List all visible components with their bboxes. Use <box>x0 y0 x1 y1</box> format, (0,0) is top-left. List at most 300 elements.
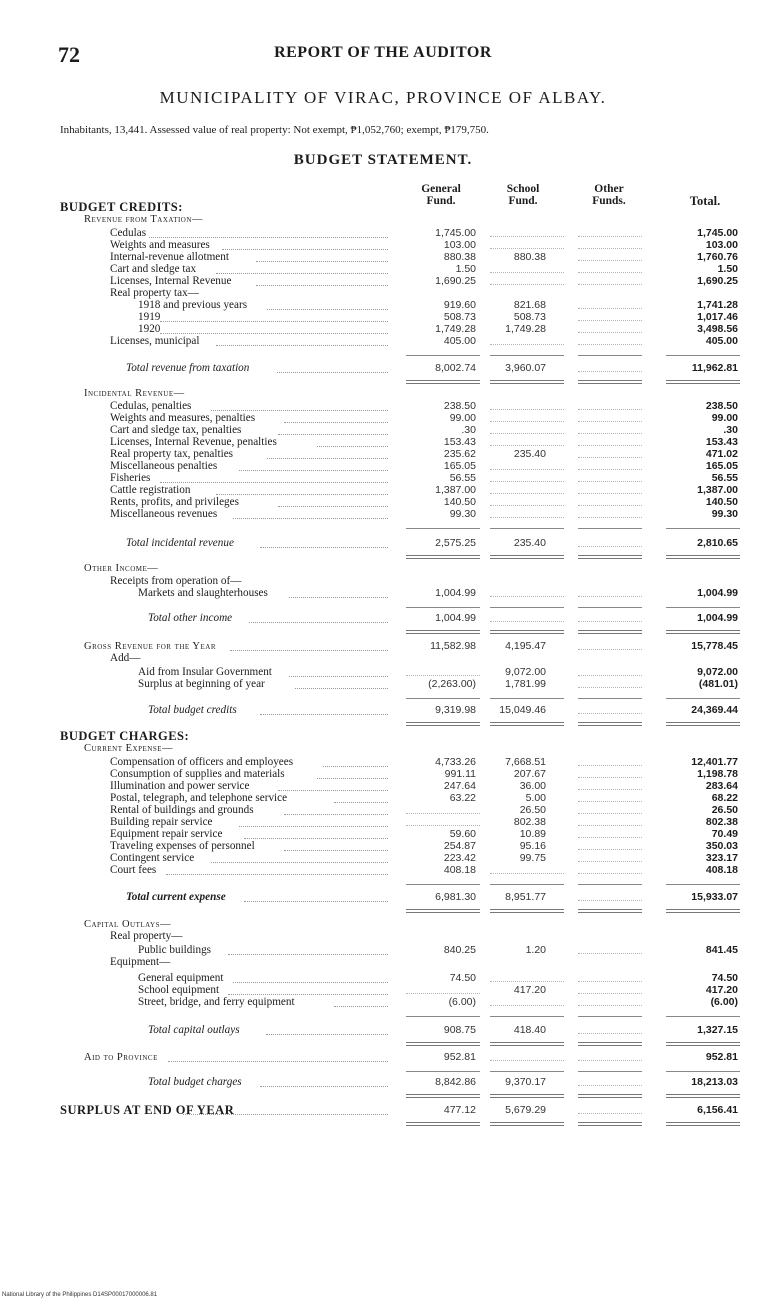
total-cell: (6.00) <box>710 996 738 1008</box>
general-fund-cell: 99.30 <box>449 508 476 520</box>
row-label: Internal-revenue allotment <box>110 251 229 263</box>
row-label: 1920 <box>138 323 161 335</box>
total-cell: 99.00 <box>711 412 738 424</box>
total-cell: 18,213.03 <box>691 1076 738 1088</box>
total-cell: 1,387.00 <box>697 484 738 496</box>
empty-cell-dots <box>578 421 642 422</box>
total-double-rule <box>406 1042 480 1046</box>
column-header-school-fund: School Fund. <box>506 183 540 207</box>
row-label: Aid from Insular Government <box>138 666 272 678</box>
general-fund-cell: 1,690.25 <box>435 275 476 287</box>
leader-dots <box>317 446 388 447</box>
leader-dots <box>267 458 388 459</box>
empty-cell-dots <box>578 481 642 482</box>
row-label: Equipment repair service <box>110 828 223 840</box>
empty-cell-dots <box>578 248 642 249</box>
subtotal-rule <box>578 884 642 885</box>
municipality-heading: MUNICIPALITY OF VIRAC, PROVINCE OF ALBAY. <box>159 88 607 107</box>
school-fund-cell: 235.40 <box>513 448 546 460</box>
empty-cell-dots <box>578 621 642 622</box>
empty-cell-dots <box>578 505 642 506</box>
general-fund-cell: 1.50 <box>455 263 476 275</box>
row-label: Real property tax— <box>110 287 199 299</box>
table-row <box>0 508 766 521</box>
row-label: Court fees <box>110 864 157 876</box>
general-fund-cell: 11,582.98 <box>430 640 476 652</box>
leader-dots <box>216 273 388 274</box>
empty-cell-dots <box>578 789 642 790</box>
total-double-rule <box>490 1122 564 1126</box>
total-cell: 1,745.00 <box>697 227 738 239</box>
total-double-rule <box>490 630 564 634</box>
empty-cell-dots <box>406 825 480 826</box>
empty-cell-dots <box>578 493 642 494</box>
school-fund-cell: 36.00 <box>519 780 546 792</box>
subtotal-rule <box>666 1016 740 1017</box>
empty-cell-dots <box>490 1060 564 1061</box>
row-label: Consumption of supplies and materials <box>110 768 285 780</box>
school-fund-cell: 9,072.00 <box>505 666 546 678</box>
leader-dots <box>289 597 388 598</box>
general-fund-cell: 99.00 <box>449 412 476 424</box>
total-double-rule <box>490 555 564 559</box>
empty-cell-dots <box>578 284 642 285</box>
total-cell: 1,017.46 <box>697 311 738 323</box>
total-cell: 1.50 <box>717 263 738 275</box>
empty-cell-dots <box>578 1060 642 1061</box>
empty-cell-dots <box>490 481 564 482</box>
total-double-rule <box>490 909 564 913</box>
total-cell: 12,401.77 <box>691 756 738 768</box>
leader-dots <box>228 994 388 995</box>
row-label: Weights and measures, penalties <box>110 412 256 424</box>
subtotal-rule <box>406 355 480 356</box>
empty-cell-dots <box>578 445 642 446</box>
row-label: Rental of buildings and grounds <box>110 804 254 816</box>
subtotal-rule <box>666 607 740 608</box>
subtotal-rule <box>578 1016 642 1017</box>
total-cell: 238.50 <box>705 400 738 412</box>
empty-cell-dots <box>578 649 642 650</box>
total-cell: 1,741.28 <box>697 299 738 311</box>
total-cell: 70.49 <box>711 828 738 840</box>
row-label: Real property tax, penalties <box>110 448 234 460</box>
general-fund-cell: 1,004.99 <box>435 612 476 624</box>
empty-cell-dots <box>578 546 642 547</box>
table-row <box>0 335 766 348</box>
school-fund-cell: 207.67 <box>513 768 546 780</box>
school-fund-cell: 418.40 <box>513 1024 546 1036</box>
total-cell: 952.81 <box>705 1051 738 1063</box>
leader-dots <box>233 518 388 519</box>
table-row <box>0 362 766 375</box>
school-fund-cell: 26.50 <box>519 804 546 816</box>
row-label: Current Expense— <box>84 743 173 754</box>
total-cell: 9,072.00 <box>697 666 738 678</box>
column-header-other-funds: Other Funds. <box>592 183 626 207</box>
row-label: Miscellaneous penalties <box>110 460 218 472</box>
row-label: Capital Outlays— <box>84 919 172 930</box>
leader-dots <box>334 802 388 803</box>
general-fund-cell: 8,842.86 <box>435 1076 476 1088</box>
subtotal-rule <box>666 884 740 885</box>
leader-dots <box>183 1114 388 1115</box>
empty-cell-dots <box>578 1085 642 1086</box>
table-row <box>0 1076 766 1089</box>
empty-cell-dots <box>578 236 642 237</box>
total-cell: 24,369.44 <box>691 704 738 716</box>
school-fund-cell: 235.40 <box>513 537 546 549</box>
row-label: Cedulas, penalties <box>110 400 192 412</box>
leader-dots <box>295 688 388 689</box>
general-fund-cell: 140.50 <box>443 496 476 508</box>
empty-cell-dots <box>490 421 564 422</box>
general-fund-cell: 1,749.28 <box>435 323 476 335</box>
general-fund-cell: (2,263.00) <box>428 678 476 690</box>
total-double-rule <box>490 380 564 384</box>
row-label: Markets and slaughterhouses <box>138 587 268 599</box>
subtotal-rule <box>578 607 642 608</box>
general-fund-cell: 103.00 <box>443 239 476 251</box>
empty-cell-dots <box>578 953 642 954</box>
empty-cell-dots <box>490 272 564 273</box>
row-label: Total capital outlays <box>148 1024 240 1036</box>
total-cell: 99.30 <box>711 508 738 520</box>
empty-cell-dots <box>490 445 564 446</box>
empty-cell-dots <box>490 1005 564 1006</box>
row-label: SURPLUS AT END OF YEAR <box>60 1103 235 1117</box>
leader-dots <box>278 506 388 507</box>
empty-cell-dots <box>490 469 564 470</box>
total-double-rule <box>578 555 642 559</box>
total-double-rule <box>578 1094 642 1098</box>
subtotal-rule <box>578 1071 642 1072</box>
row-label: Licenses, Internal Revenue, penalties <box>110 436 277 448</box>
empty-cell-dots <box>490 596 564 597</box>
total-double-rule <box>578 722 642 726</box>
total-double-rule <box>578 630 642 634</box>
total-cell: 1,004.99 <box>697 587 738 599</box>
general-fund-cell: 254.87 <box>443 840 476 852</box>
empty-cell-dots <box>578 320 642 321</box>
total-double-rule <box>578 1122 642 1126</box>
school-fund-cell: 1,749.28 <box>505 323 546 335</box>
total-cell: 841.45 <box>705 944 738 956</box>
row-label: Gross Revenue for the Year <box>84 641 217 652</box>
row-label: 1918 and previous years <box>138 299 248 311</box>
total-cell: 56.55 <box>711 472 738 484</box>
leader-dots <box>230 650 388 651</box>
total-double-rule <box>578 909 642 913</box>
row-label: Building repair service <box>110 816 213 828</box>
empty-cell-dots <box>490 248 564 249</box>
subtotal-rule <box>406 698 480 699</box>
total-double-rule <box>490 722 564 726</box>
leader-dots <box>216 494 388 495</box>
empty-cell-dots <box>578 308 642 309</box>
total-double-rule <box>666 1042 740 1046</box>
general-fund-cell: 2,575.25 <box>435 537 476 549</box>
empty-cell-dots <box>578 765 642 766</box>
row-label: Public buildings <box>138 944 212 956</box>
row-label: Contingent service <box>110 852 195 864</box>
general-fund-cell: .30 <box>461 424 476 436</box>
row-label: Street, bridge, and ferry equipment <box>138 996 295 1008</box>
row-label: Cattle registration <box>110 484 191 496</box>
empty-cell-dots <box>490 873 564 874</box>
leader-dots <box>260 547 388 548</box>
row-label: Add— <box>110 652 141 664</box>
empty-cell-dots <box>578 900 642 901</box>
total-double-rule <box>666 1094 740 1098</box>
school-fund-cell: 9,370.17 <box>505 1076 546 1088</box>
subtotal-rule <box>666 355 740 356</box>
empty-cell-dots <box>578 849 642 850</box>
subtotal-rule <box>406 528 480 529</box>
leader-dots <box>211 862 388 863</box>
empty-cell-dots <box>578 457 642 458</box>
general-fund-cell: 6,981.30 <box>435 891 476 903</box>
total-cell: 153.43 <box>705 436 738 448</box>
table-row <box>0 864 766 877</box>
empty-cell-dots <box>578 517 642 518</box>
general-fund-cell: 223.42 <box>443 852 476 864</box>
table-row <box>0 612 766 625</box>
empty-cell-dots <box>578 344 642 345</box>
general-fund-cell: 919.60 <box>443 299 476 311</box>
school-fund-cell: 5.00 <box>525 792 546 804</box>
leader-dots <box>168 1061 388 1062</box>
school-fund-cell: 880.38 <box>513 251 546 263</box>
total-cell: 3,498.56 <box>697 323 738 335</box>
total-cell: 323.17 <box>705 852 738 864</box>
row-label: Receipts from operation of— <box>110 575 242 587</box>
leader-dots <box>160 333 388 334</box>
total-cell: 165.05 <box>705 460 738 472</box>
row-label: Fisheries <box>110 472 151 484</box>
empty-cell-dots <box>578 777 642 778</box>
general-fund-cell: 477.12 <box>443 1104 476 1116</box>
total-double-rule <box>406 380 480 384</box>
general-fund-cell: 408.18 <box>443 864 476 876</box>
table-row <box>0 1104 766 1117</box>
empty-cell-dots <box>490 284 564 285</box>
empty-cell-dots <box>578 993 642 994</box>
empty-cell-dots <box>578 332 642 333</box>
row-label: Weights and measures <box>110 239 210 251</box>
row-label: Postal, telegraph, and telephone service <box>110 792 288 804</box>
total-cell: 1,198.78 <box>697 768 738 780</box>
row-label: Total current expense <box>126 891 226 903</box>
school-fund-cell: 417.20 <box>513 984 546 996</box>
school-fund-cell: 8,951.77 <box>505 891 546 903</box>
total-cell: 140.50 <box>705 496 738 508</box>
row-label: Compensation of officers and employees <box>110 756 294 768</box>
row-label: Other Income— <box>84 563 159 574</box>
table-row <box>0 956 766 969</box>
total-cell: 802.38 <box>705 816 738 828</box>
total-cell: 1,004.99 <box>697 612 738 624</box>
subtotal-rule <box>490 607 564 608</box>
leader-dots <box>160 321 388 322</box>
leader-dots <box>244 838 388 839</box>
leader-dots <box>149 237 388 238</box>
general-fund-cell: 1,387.00 <box>435 484 476 496</box>
total-cell: .30 <box>723 424 738 436</box>
row-label: Equipment— <box>110 956 171 968</box>
school-fund-cell: 99.75 <box>519 852 546 864</box>
general-fund-cell: 235.62 <box>443 448 476 460</box>
leader-dots <box>260 1086 388 1087</box>
subtotal-rule <box>578 355 642 356</box>
total-cell: (481.01) <box>698 678 738 690</box>
total-double-rule <box>666 1122 740 1126</box>
empty-cell-dots <box>578 813 642 814</box>
general-fund-cell: 247.64 <box>443 780 476 792</box>
table-row <box>0 742 766 755</box>
subtotal-rule <box>406 884 480 885</box>
leader-dots <box>249 622 388 623</box>
row-label: BUDGET CREDITS: <box>60 200 183 214</box>
leader-dots <box>239 470 388 471</box>
empty-cell-dots <box>578 272 642 273</box>
empty-cell-dots <box>490 621 564 622</box>
total-double-rule <box>578 1042 642 1046</box>
general-fund-cell: 8,002.74 <box>435 362 476 374</box>
school-fund-cell: 821.68 <box>513 299 546 311</box>
empty-cell-dots <box>578 1113 642 1114</box>
subtotal-rule <box>406 1016 480 1017</box>
general-fund-cell: 508.73 <box>443 311 476 323</box>
table-row <box>0 891 766 904</box>
total-double-rule <box>490 1094 564 1098</box>
table-row <box>0 930 766 943</box>
leader-dots <box>266 1034 388 1035</box>
leader-dots <box>222 249 388 250</box>
general-fund-cell: 153.43 <box>443 436 476 448</box>
budget-statement-title: BUDGET STATEMENT. <box>293 152 473 168</box>
subtotal-rule <box>490 1071 564 1072</box>
school-fund-cell: 1,781.99 <box>505 678 546 690</box>
subtotal-rule <box>578 698 642 699</box>
row-label: Incidental Revenue— <box>84 388 185 399</box>
row-label: Cart and sledge tax, penalties <box>110 424 242 436</box>
subtotal-rule <box>406 1071 480 1072</box>
empty-cell-dots <box>406 993 480 994</box>
row-label: Aid to Province <box>84 1052 158 1063</box>
total-double-rule <box>578 380 642 384</box>
row-label: Total incidental revenue <box>126 537 234 549</box>
total-cell: 1,690.25 <box>697 275 738 287</box>
empty-cell-dots <box>490 981 564 982</box>
table-row <box>0 1051 766 1064</box>
general-fund-cell: 59.60 <box>449 828 476 840</box>
empty-cell-dots <box>578 687 642 688</box>
total-cell: 417.20 <box>705 984 738 996</box>
row-label: School equipment <box>138 984 220 996</box>
empty-cell-dots <box>490 505 564 506</box>
general-fund-cell: 405.00 <box>443 335 476 347</box>
school-fund-cell: 1.20 <box>525 944 546 956</box>
empty-cell-dots <box>578 837 642 838</box>
leader-dots <box>239 826 388 827</box>
empty-cell-dots <box>406 675 480 676</box>
column-header-total: Total. <box>689 194 721 208</box>
school-fund-cell: 7,668.51 <box>505 756 546 768</box>
leader-dots <box>267 309 388 310</box>
row-label: Rents, profits, and privileges <box>110 496 239 508</box>
school-fund-cell: 802.38 <box>513 816 546 828</box>
subtotal-rule <box>490 698 564 699</box>
total-cell: 1,760.76 <box>697 251 738 263</box>
empty-cell-dots <box>578 873 642 874</box>
empty-cell-dots <box>578 825 642 826</box>
general-fund-cell: 165.05 <box>443 460 476 472</box>
total-cell: 405.00 <box>705 335 738 347</box>
leader-dots <box>278 790 388 791</box>
row-label: Cedulas <box>110 227 147 239</box>
table-row <box>0 587 766 600</box>
table-row <box>0 1024 766 1037</box>
empty-cell-dots <box>490 344 564 345</box>
leader-dots <box>233 982 388 983</box>
empty-cell-dots <box>578 371 642 372</box>
leader-dots <box>334 1006 388 1007</box>
total-double-rule <box>666 630 740 634</box>
row-label: Total revenue from taxation <box>126 362 250 374</box>
table-row <box>0 678 766 691</box>
general-fund-cell: 56.55 <box>449 472 476 484</box>
table-row <box>0 652 766 665</box>
school-fund-cell: 10.89 <box>519 828 546 840</box>
general-fund-cell: 9,319.98 <box>435 704 476 716</box>
empty-cell-dots <box>578 675 642 676</box>
total-double-rule <box>406 555 480 559</box>
general-fund-cell: 238.50 <box>443 400 476 412</box>
leader-dots <box>260 714 388 715</box>
total-double-rule <box>666 722 740 726</box>
leader-dots <box>160 482 388 483</box>
empty-cell-dots <box>490 433 564 434</box>
total-cell: 11,962.81 <box>691 362 738 374</box>
subtotal-rule <box>490 884 564 885</box>
empty-cell-dots <box>490 409 564 410</box>
inhabitants-line: Inhabitants, 13,441. Assessed value of real property: Not exempt, ₱1,052,760; exempt, ₱179,750. <box>60 124 489 136</box>
school-fund-cell: 5,679.29 <box>505 1104 546 1116</box>
row-label: BUDGET CHARGES: <box>60 729 190 743</box>
total-double-rule <box>406 1122 480 1126</box>
general-fund-cell: 908.75 <box>443 1024 476 1036</box>
leader-dots <box>166 874 388 875</box>
row-label: Real property— <box>110 930 183 942</box>
table-row <box>0 387 766 400</box>
leader-dots <box>284 814 388 815</box>
leader-dots <box>284 422 388 423</box>
table-row <box>0 562 766 575</box>
page-number: 72 <box>58 42 80 67</box>
empty-cell-dots <box>578 409 642 410</box>
general-fund-cell: 4,733.26 <box>435 756 476 768</box>
row-label: Licenses, municipal <box>110 335 200 347</box>
total-cell: 15,933.07 <box>691 891 738 903</box>
row-label: Revenue from Taxation— <box>84 214 203 225</box>
leader-dots <box>277 372 388 373</box>
empty-cell-dots <box>578 801 642 802</box>
row-label: General equipment <box>138 972 224 984</box>
leader-dots <box>317 778 388 779</box>
total-double-rule <box>406 630 480 634</box>
total-cell: 471.02 <box>705 448 738 460</box>
